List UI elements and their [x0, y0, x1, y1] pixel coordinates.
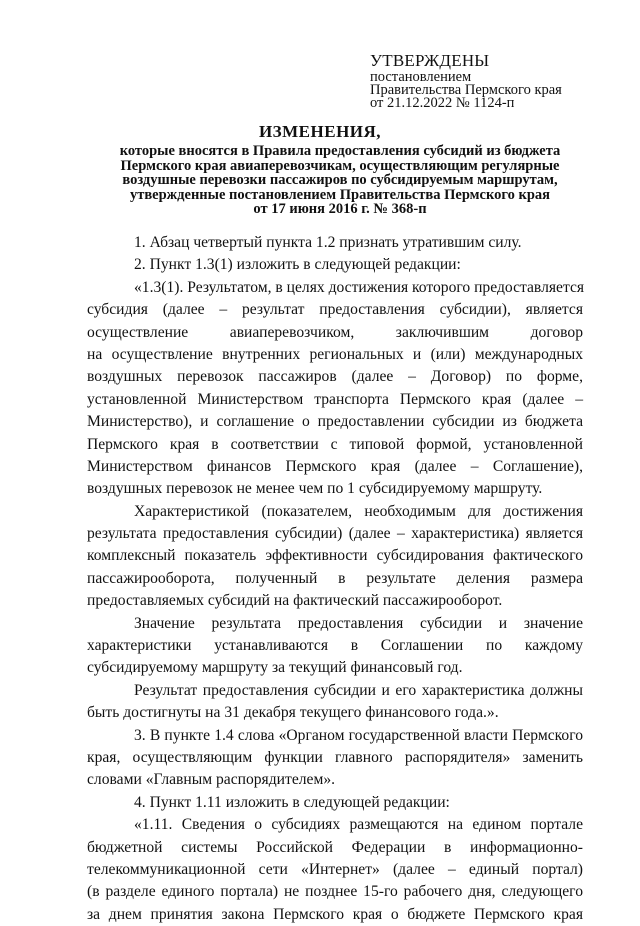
body-line: субсидируемому маршруту за текущий финансовый год. [87, 659, 463, 677]
subtitle-line: которые вносятся в Правила предоставления субсидий из бюджета [119, 143, 561, 159]
body-line: Министерство), и соглашение о предоставлении субсидии из бюджета [87, 413, 583, 431]
document-title: ИЗМЕНЕНИЯ, [258, 122, 382, 141]
body-line: 4. Пункт 1.11 изложить в следующей редакции: [134, 793, 450, 811]
body-line: «1.11. Сведения о субсидиях размещаются на едином портале [134, 816, 583, 834]
body-line: осуществление авиаперевозчиком, заключившим договор [87, 323, 583, 341]
body-line: Результат предоставления субсидии и его характеристика должны [134, 681, 583, 699]
body-line: результата предоставления субсидии) (далее – характеристика) является [87, 525, 583, 543]
body-line: за днем принятия закона Пермского края о бюджете Пермского края [87, 905, 583, 923]
body-line: воздушных перевозок не менее чем по 1 субсидируемому маршруту. [87, 480, 543, 498]
subtitle-line: от 17 июня 2016 г. № 368-п [253, 201, 427, 217]
document-body [87, 232, 583, 926]
body-line: Значение результата предоставления субсидии и значение [134, 614, 583, 632]
body-line: «1.3(1). Результатом, в целях достижения которого предоставляется [134, 278, 585, 296]
body-line: комплексный показатель эффективности субсидирования фактического [87, 547, 583, 565]
body-line: словами «Главным распорядителем». [87, 771, 336, 789]
body-line: характеристики устанавливаются в Соглашении по каждому [87, 637, 583, 655]
body-line: пассажирооборота, полученный в результате деления размера [87, 569, 583, 587]
body-line: Пермского края в соответствии с типовой формой, установленной [87, 435, 583, 453]
body-line: субсидия (далее – результат предоставления субсидии), является [87, 301, 583, 319]
subtitle-line: утвержденные постановлением Правительства Пермского края [129, 186, 551, 203]
approval-line: от 21.12.2022 № 1124-п [370, 95, 515, 111]
body-line: бюджетной системы Российской Федерации в информационно- [87, 838, 583, 856]
body-line: Министерством финансов Пермского края (далее – Соглашение), [87, 457, 583, 475]
body-line: Характеристикой (показателем, необходимым для достижения [134, 502, 583, 520]
document-subtitle [100, 144, 580, 217]
body-line: воздушных перевозок пассажиров (далее – Договор) по форме, [87, 368, 583, 386]
approval-line: постановлением [370, 69, 472, 85]
body-line: (в разделе единого портала) не позднее 15-го рабочего дня, следующего [87, 883, 583, 901]
approval-block [370, 52, 562, 110]
body-line: края, осуществляющим функции главного распорядителя» заменить [87, 748, 583, 766]
body-line: 2. Пункт 1.3(1) изложить в следующей редакции: [134, 256, 461, 274]
body-line: телекоммуникационной сети «Интернет» (далее – единый портал) [87, 860, 583, 878]
body-line: быть достигнуты на 31 декабря текущего финансового года.». [87, 704, 499, 722]
body-line: 3. В пункте 1.4 слова «Органом государственной власти Пермского [134, 726, 583, 744]
body-line: установленной Министерством транспорта Пермского края (далее – [87, 390, 583, 408]
subtitle-line: воздушные перевозки пассажиров по субсидируемым маршрутам, [122, 172, 558, 188]
body-line: 1. Абзац четвертый пункта 1.2 признать утратившим силу. [134, 234, 522, 251]
body-line: предоставляемых субсидий на фактический пассажирооборот. [87, 592, 503, 610]
subtitle-line: Пермского края авиаперевозчикам, осуществляющим регулярные [120, 157, 560, 174]
body-line: на осуществление внутренних региональных и (или) международных [87, 345, 583, 363]
approval-line: Правительства Пермского края [370, 82, 562, 98]
approval-heading: УТВЕРЖДЕНЫ [370, 51, 490, 70]
